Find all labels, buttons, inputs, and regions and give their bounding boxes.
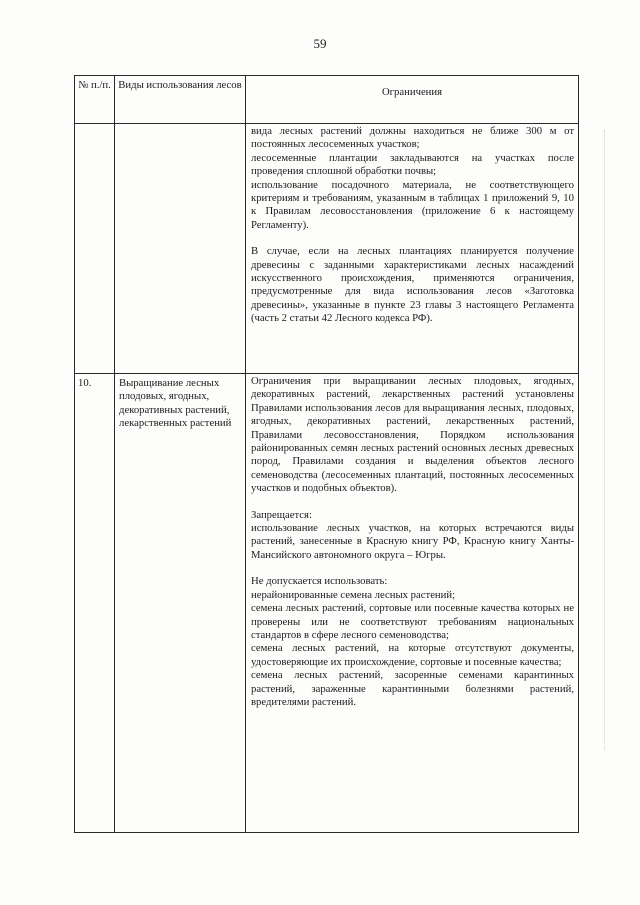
header-kind: Виды использования лесов xyxy=(115,76,246,124)
restriction-paragraph: семена лесных растений, на которые отсутствуют документы, удостоверяющие их происхождение, сортовые и посевные качества; xyxy=(251,642,574,668)
restriction-paragraph: семена лесных растений, засоренные семенами карантинных растений, зараженные карантинными болезнями растений, вредителями растений. xyxy=(251,669,574,708)
row-kind xyxy=(115,124,246,374)
restriction-paragraph: нерайонированные семена лесных растений; xyxy=(251,588,456,601)
row-restrictions xyxy=(246,124,579,374)
table-row xyxy=(75,374,579,833)
restriction-paragraph: лесосеменные плантации закладываются на участках после проведения сплошной обработки почвы; xyxy=(251,151,574,178)
restriction-paragraph: использование посадочного материала, не соответствующего критериям и требованиям, указанным в таблицах 1 приложений 9, 10 к Правилам лесовосстановления (приложение 6 к настоящему Регламенту). xyxy=(251,178,574,231)
row-restrictions xyxy=(246,374,579,833)
restriction-paragraph: В случае, если на лесных плантациях планируется получение древесины с заданными характеристиками лесных насаждений искусственного происхождения, применяются ограничения, предусмотренные для вида использования лесов «Заготовка древесины», указанные в пункте 23 главы 3 настоящего Регламента (часть 2 статьи 42 Лесного кодекса РФ). xyxy=(251,245,574,325)
table-row xyxy=(75,124,579,374)
restriction-paragraph: использование лесных участков, на которых встречаются виды растений, занесенные в Красную книгу РФ, Красную книгу Ханты-Мансийского автономного округа – Югры. xyxy=(251,522,574,561)
header-number: № п./п. xyxy=(75,76,115,124)
table-header-row xyxy=(75,76,579,124)
restriction-paragraph: семена лесных растений, сортовые или посевные качества которых не проверены или не соответствуют требованиям национальных стандартов в сфере лесного семеноводства; xyxy=(251,602,574,641)
restriction-paragraph: Не допускается использовать: xyxy=(251,575,388,588)
paragraph-gap xyxy=(251,562,574,575)
paragraph-gap xyxy=(251,232,574,245)
row-number: 10. xyxy=(75,374,115,833)
restriction-paragraph: Ограничения при выращивании лесных плодовых, ягодных, декоративных растений, лекарственных растений установлены Правилами использования лесов для выращивания лесных, плодовых, ягодных, декоративных растений, лекарственных растений, Правилами лесовосстановления, Порядком использования районированных семян лесных растений основных лесных древесных пород, Правилами создания и выделения объектов лесного семеноводства (лесосеменных плантаций, постоянных лесосеменных участков и подобных объектов). xyxy=(251,375,574,495)
scan-edge-artifact xyxy=(604,130,606,750)
paragraph-gap xyxy=(251,496,574,509)
header-restrictions: Ограничения xyxy=(246,76,579,124)
row-kind: Выращивание лесных плодовых, ягодных, декоративных растений, лекарственных растений xyxy=(115,374,246,833)
restriction-paragraph: вида лесных растений должны находиться не ближе 300 м от постоянных лесосеменных участков; xyxy=(251,125,574,151)
restrictions-table xyxy=(74,75,579,833)
restriction-paragraph: Запрещается: xyxy=(251,508,312,521)
page-number: 59 xyxy=(313,36,327,51)
row-number xyxy=(75,124,115,374)
